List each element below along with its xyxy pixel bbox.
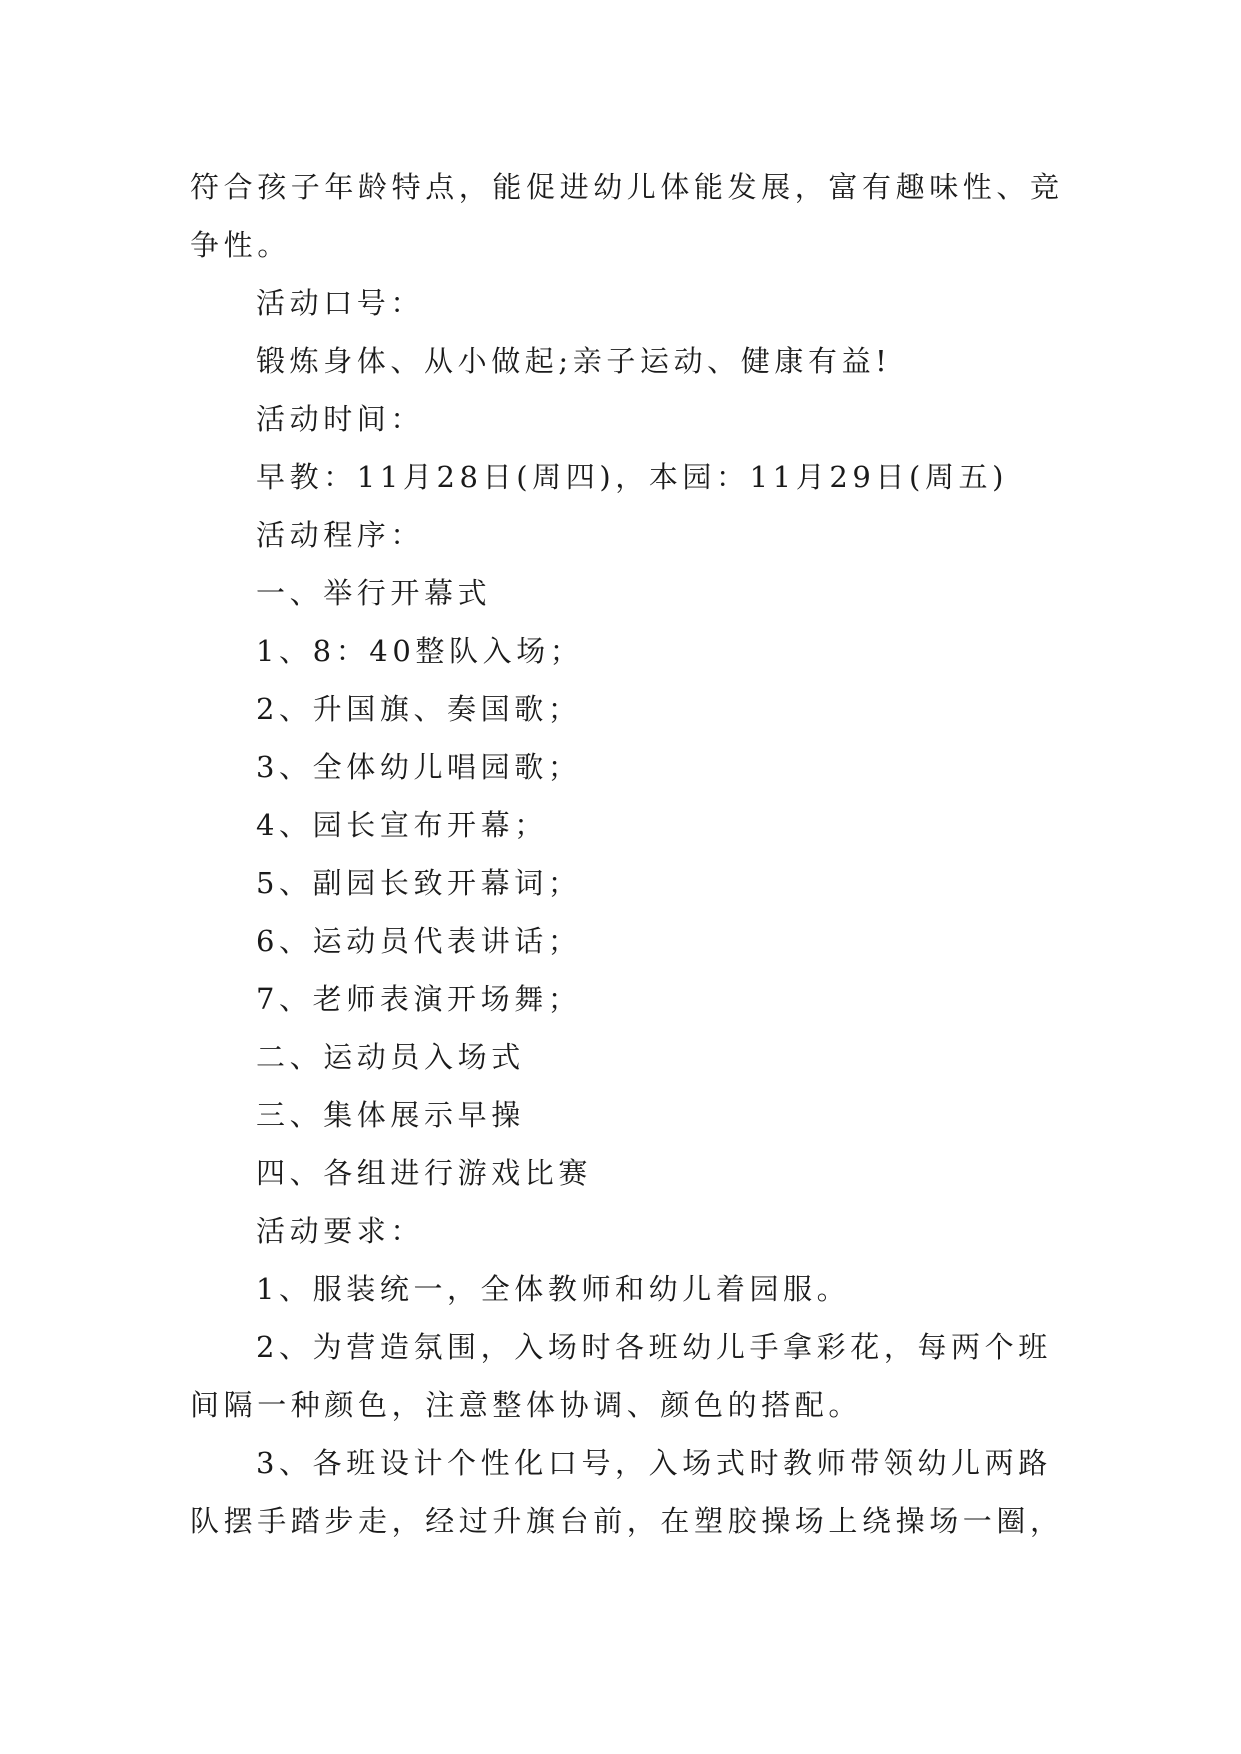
program-item: 5、副园长致开幕词； <box>256 866 582 900</box>
schedule-text: 早教：11月28日(周四)，本园：11月29日(周五) <box>256 460 1009 494</box>
paragraph-line: 队摆手踏步走，经过升旗台前，在塑胶操场上绕操场一圈， <box>190 1504 1064 1538</box>
paragraph-line: 符合孩子年龄特点，能促进幼儿体能发展，富有趣味性、竞 <box>190 170 1064 204</box>
slogan-text: 锻炼身体、从小做起;亲子运动、健康有益! <box>256 344 892 378</box>
requirement-item: 2、为营造氛围，入场时各班幼儿手拿彩花，每两个班 <box>256 1330 1052 1364</box>
program-heading: 三、集体展示早操 <box>256 1098 525 1132</box>
program-heading: 二、运动员入场式 <box>256 1040 525 1074</box>
paragraph-line: 争性。 <box>190 228 291 262</box>
program-item: 2、升国旗、奏国歌； <box>256 692 582 726</box>
section-label: 活动口号： <box>256 286 425 320</box>
program-item: 6、运动员代表讲话； <box>256 924 582 958</box>
paragraph-line: 间隔一种颜色，注意整体协调、颜色的搭配。 <box>190 1388 863 1422</box>
section-label: 活动要求： <box>256 1214 425 1248</box>
section-label: 活动时间： <box>256 402 425 436</box>
requirement-item: 1、服装统一，全体教师和幼儿着园服。 <box>256 1272 851 1306</box>
requirement-item: 3、各班设计个性化口号，入场式时教师带领幼儿两路 <box>256 1446 1052 1480</box>
program-heading: 四、各组进行游戏比赛 <box>256 1156 593 1190</box>
program-item: 7、老师表演开场舞； <box>256 982 582 1016</box>
program-heading: 一、举行开幕式 <box>256 576 492 610</box>
program-item: 1、8：40整队入场； <box>256 634 584 668</box>
program-item: 3、全体幼儿唱园歌； <box>256 750 582 784</box>
section-label: 活动程序： <box>256 518 425 552</box>
program-item: 4、园长宣布开幕； <box>256 808 548 842</box>
